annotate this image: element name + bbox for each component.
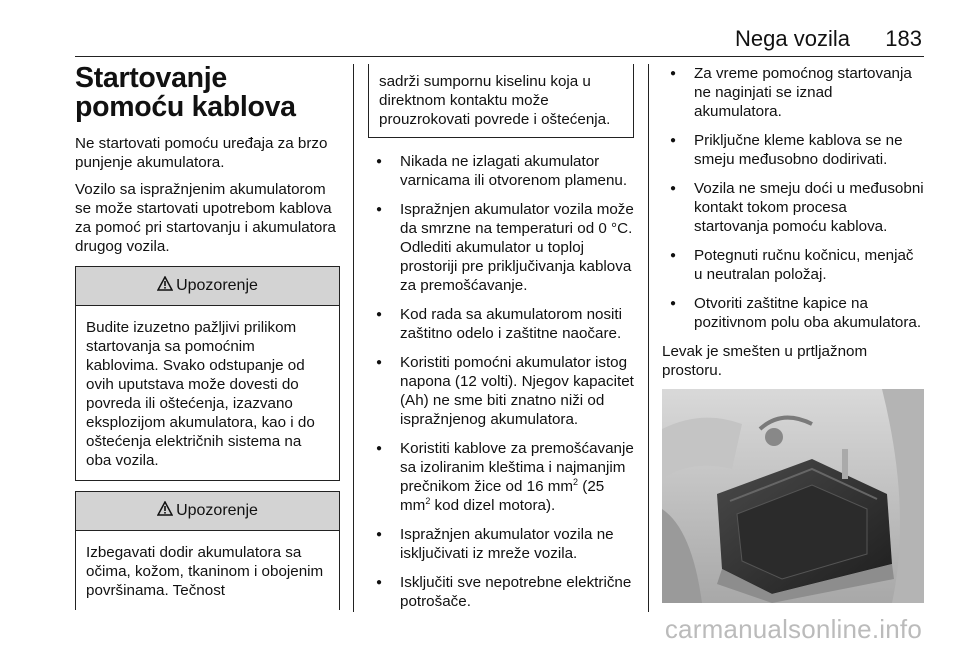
warning-icon xyxy=(157,276,173,296)
section-title: Nega vozila xyxy=(735,26,850,51)
paragraph: Levak je smešten u prtljažnom prostoru. xyxy=(662,343,868,379)
watermark: carmanualsonline.info xyxy=(664,614,922,644)
warning-text: Budite izuzetno pažljivi prilikom startovanja sa pomoćnim kablovima. Svako odstupanje od ovih uputstava može dovesti do povreda ili oštećenja, izazvano eksplozijom akumulatora, kao i do oštećenja električnih sistema na oba vozila. xyxy=(86,319,315,469)
warning-header xyxy=(76,492,339,531)
warning-box xyxy=(75,266,340,481)
column-divider xyxy=(353,64,354,612)
column-divider xyxy=(648,64,649,612)
warning-title: Upozorenje xyxy=(176,277,258,294)
header-rule xyxy=(75,56,924,57)
bullet-list xyxy=(662,64,924,332)
list-item: ● Koristiti pomoćni akumulator istog napona (12 volti). Njegov kapacitet (Ah) ne sme biti znatno niži od ispražnjenog akumulatora. xyxy=(368,353,634,429)
warning-icon xyxy=(157,501,173,521)
list-item: ● Isključiti sve nepotrebne električne potrošače. xyxy=(368,573,634,611)
list-item: ● Otvoriti zaštitne kapice na pozitivnom polu oba akumulatora. xyxy=(662,294,924,332)
paragraph: Vozilo sa ispražnjenim akumulatorom se može startovati upotrebom kablova za pomoć pri startovanju i akumulatora drugog vozila. xyxy=(75,181,336,255)
battery-photo xyxy=(662,389,924,603)
list-item: ● Nikada ne izlagati akumulator varnicama ili otvorenom plamenu. xyxy=(368,152,634,190)
warning-title: Upozorenje xyxy=(176,502,258,519)
bullet-list xyxy=(368,152,634,611)
list-item: ● Vozila ne smeju doći u međusobni kontakt tokom procesa startovanja pomoću kablova. xyxy=(662,179,924,236)
warning-header xyxy=(76,267,339,306)
list-item: ● Ispražnjen akumulator vozila ne isključivati iz mreže vozila. xyxy=(368,525,634,563)
list-item: ● Potegnuti ručnu kočnicu, menjač u neutralan položaj. xyxy=(662,246,924,284)
page-number: 183 xyxy=(885,26,922,51)
column-1 xyxy=(75,64,340,610)
list-item: ● Kod rada sa akumulatorom nositi zaštitno odelo i zaštitne naočare. xyxy=(368,305,634,343)
page-title: Startovanje pomoću kablova xyxy=(75,62,296,123)
warning-text: Izbegavati dodir akumulatora sa očima, kožom, tkaninom i obojenim površinama. Tečnost xyxy=(86,544,324,599)
column-2 xyxy=(368,64,634,621)
warning-continued: sadrži sumpornu kiselinu koja u direktnom kontaktu može prouzrokovati povrede i oštećenja. xyxy=(368,64,634,138)
list-item: ● Ispražnjen akumulator vozila može da smrzne na temperaturi od 0 °C. Odlediti akumulator u toploj prostoriji pre priključivanja kablova za premošćavanje. xyxy=(368,200,634,295)
column-3 xyxy=(662,64,924,388)
paragraph: Ne startovati pomoću uređaja za brzo punjenje akumulatora. xyxy=(75,135,328,171)
list-item: ● Koristiti kablove za premošćavanje sa izoliranim kleštima i najmanjim prečnikom žice od 16 $mm^2$ (25 $mm^2$ kod dizel motora). xyxy=(368,439,634,515)
list-item: ● Priključne kleme kablova se ne smeju međusobno dodirivati. xyxy=(662,131,924,169)
warning-box xyxy=(75,491,340,610)
list-item: ● Za vreme pomoćnog startovanja ne naginjati se iznad akumulatora. xyxy=(662,64,924,121)
